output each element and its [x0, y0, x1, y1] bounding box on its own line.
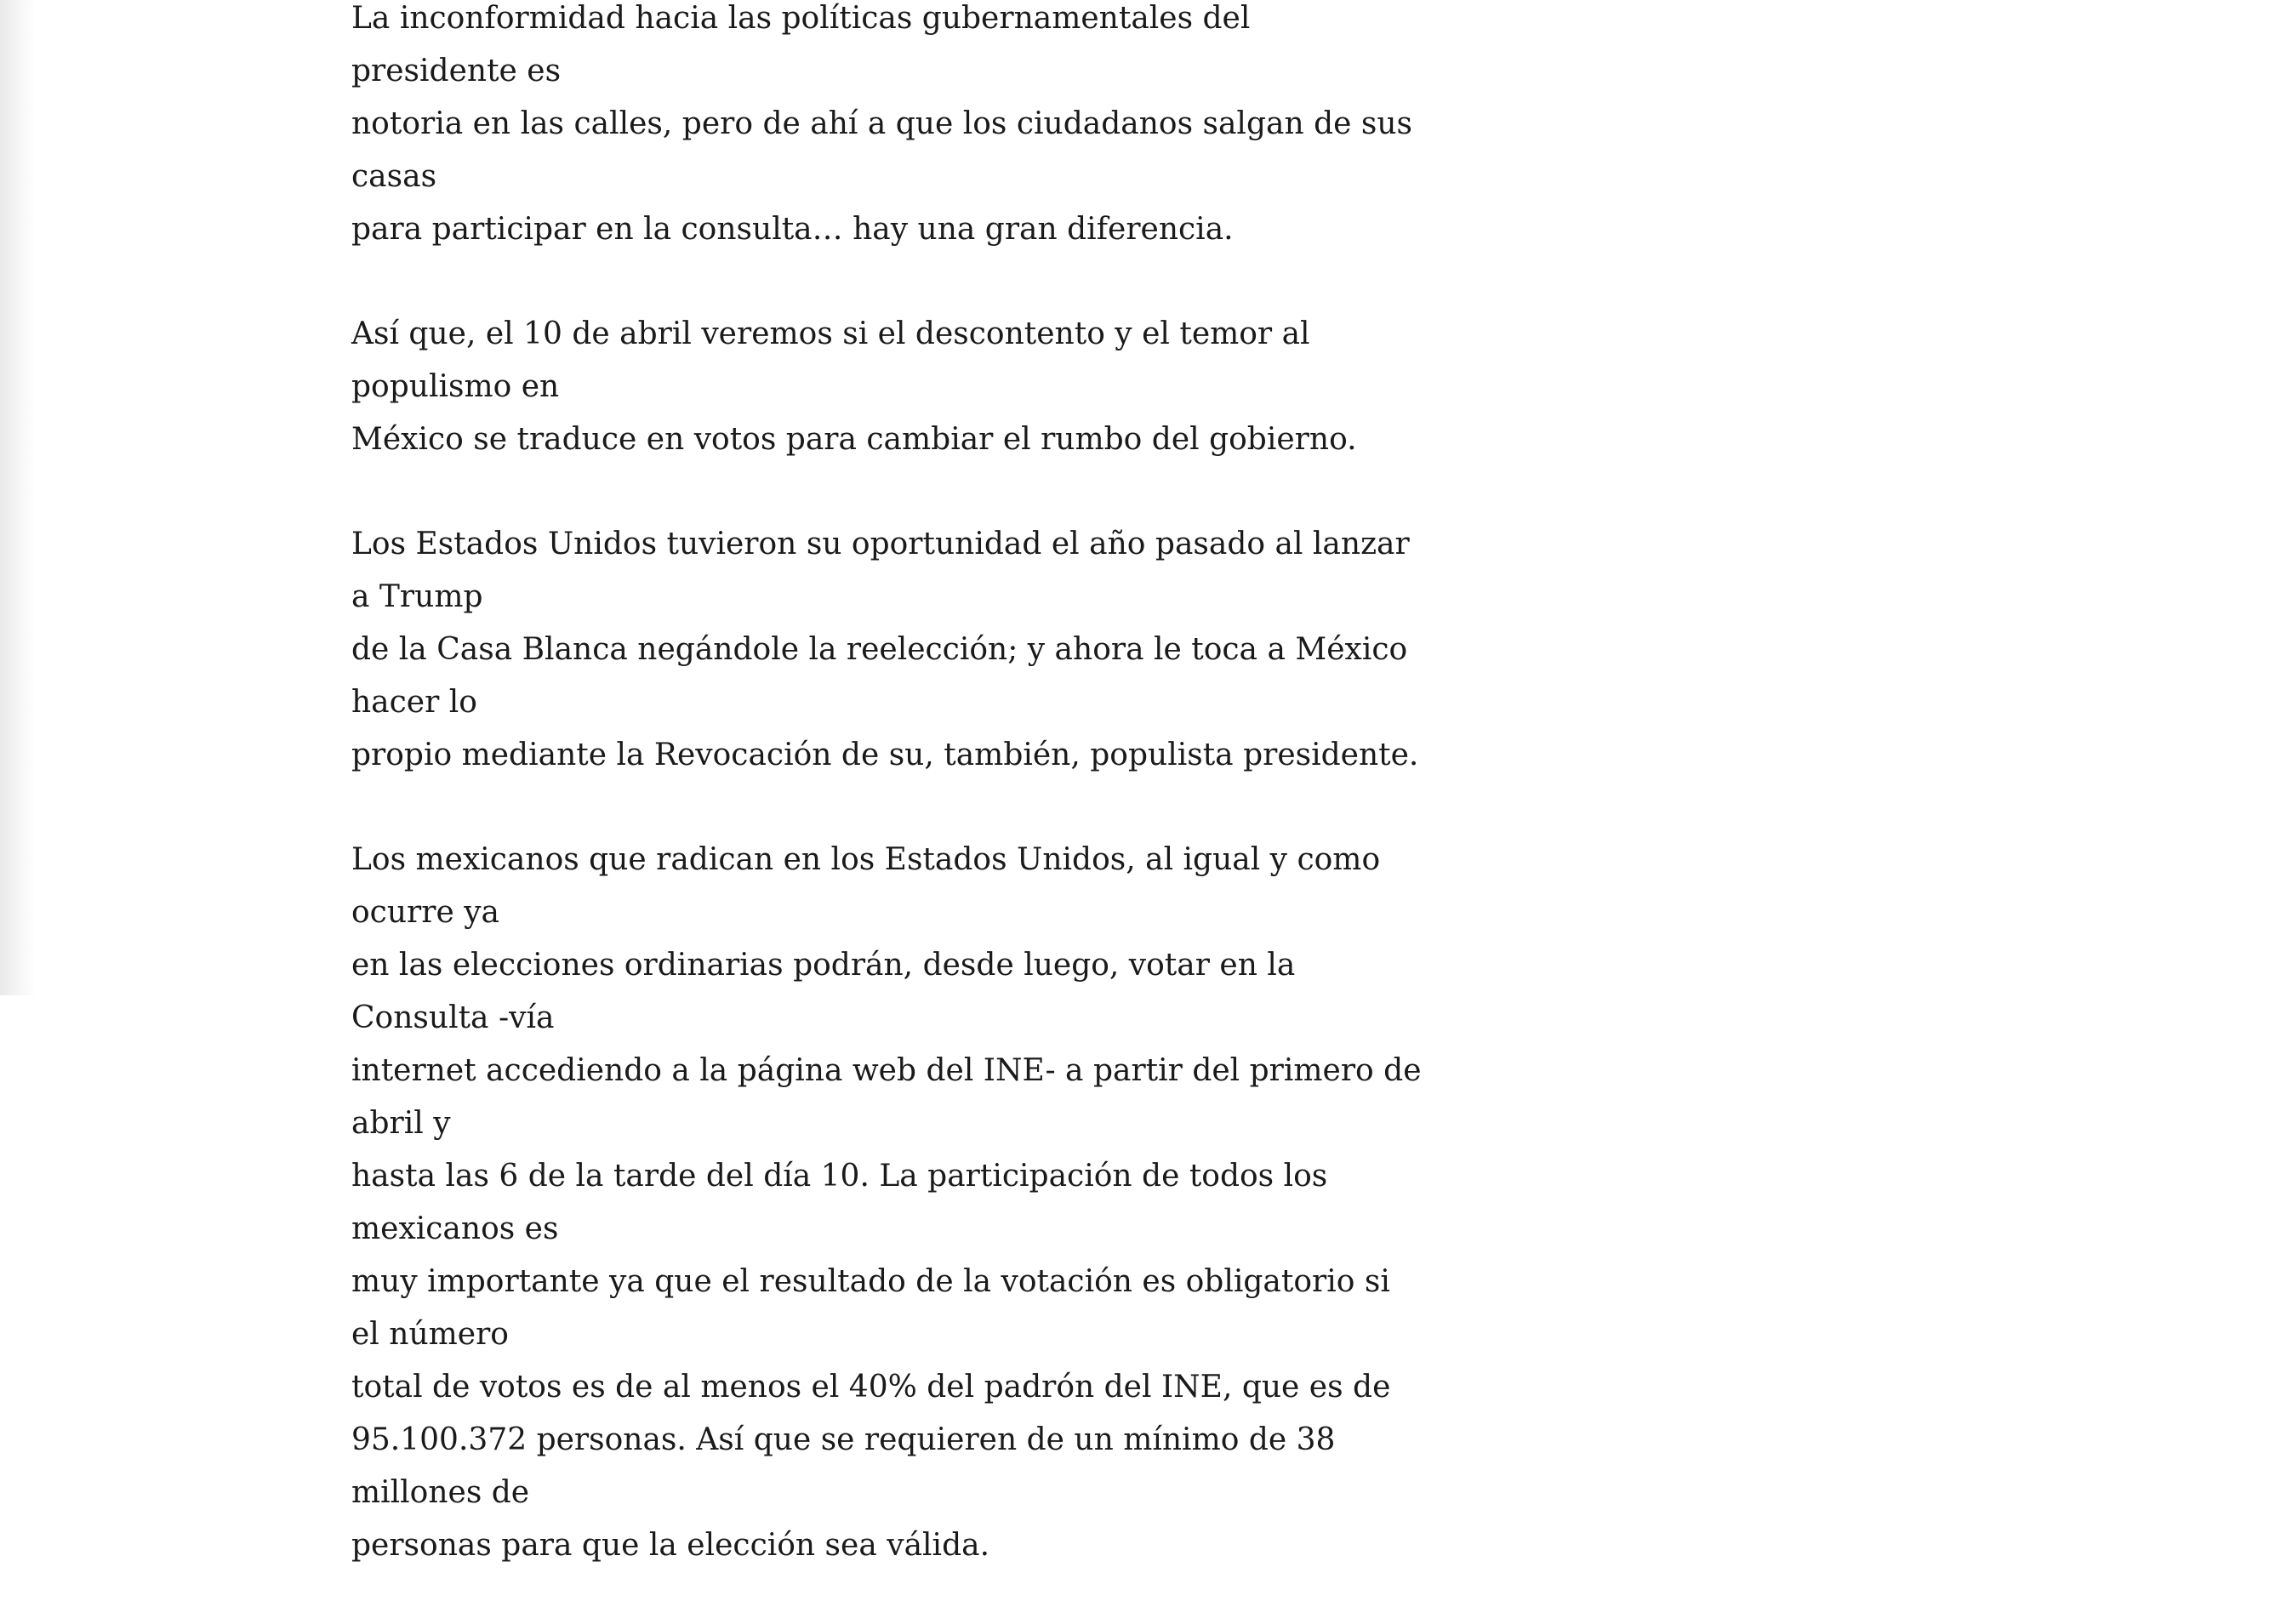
paragraph-inconformidad: La inconformidad hacia las políticas gubernamentales del presidente es notoria en las calles, pero de ahí a que los ciudadanos salgan de sus casas para participar en la consulta… hay una gran diferencia.: [351, 1, 1413, 247]
paragraph-mexicanos-en-eeuu: Los mexicanos que radican en los Estados Unidos, al igual y como ocurre ya en las elecciones ordinarias podrán, desde luego, votar en la Consulta -vía internet accediendo a la página web del INE- a partir del primero de abril y hasta las 6 de la tarde del día 10. La participación de todos los mexicanos es muy importante ya que el resultado de la votación es obligatorio si el número total de votos es de al menos el 40% del padrón del INE, que es de 95.100.372 personas. Así que se requieren de un mínimo de 38 millones de personas para que la elección sea válida.: [351, 842, 1422, 1563]
paragraph-estados-unidos: Los Estados Unidos tuvieron su oportunidad el año pasado al lanzar a Trump de la Casa Blanca negándole la reelección; y ahora le toca a México hacer lo propio mediante la Revocación de su, también, populista presidente.: [351, 527, 1419, 772]
paragraph-10-de-abril: Así que, el 10 de abril veremos si el descontento y el temor al populismo en México se traduce en votos para cambiar el rumbo del gobierno.: [351, 316, 1357, 457]
article-body: [351, 0, 1423, 1624]
left-edge-shadow: [0, 0, 36, 995]
